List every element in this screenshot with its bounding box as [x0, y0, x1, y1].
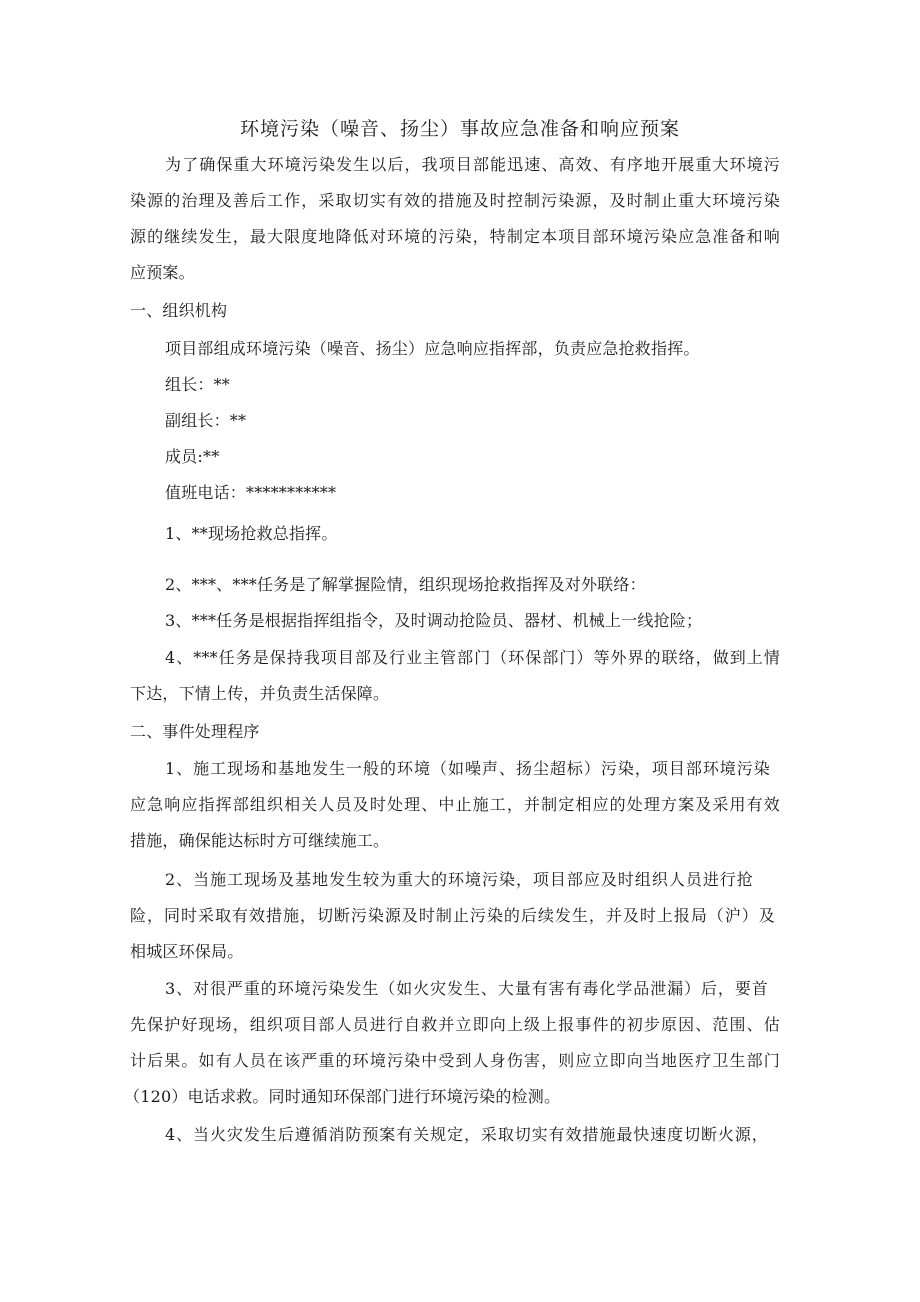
intro-line-1: 为了确保重大环境污染发生以后，我项目部能迅速、高效、有序地开展重大环境污: [165, 155, 780, 174]
intro-line-3: 源的继续发生，最大限度地降低对环境的污染，特制定本项目部环境污染应急准备和响: [130, 227, 780, 246]
deputy-leader-line: 副组长：**: [165, 411, 247, 430]
section2-p3-line-4: （120）电话求救。同时通知环保部门进行环境污染的检测。: [124, 1087, 561, 1106]
section1-item-3: 3、***任务是根据指挥组指令，及时调动抢险员、器材、机械上一线抢险；: [165, 611, 703, 630]
section2-p4-line-1: 4、当火灾发生后遵循消防预案有关规定，采取切实有效措施最快速度切断火源，: [165, 1125, 768, 1144]
section2-p3-line-1: 3、对很严重的环境污染发生（如火灾发生、大量有害有毒化学品泄漏）后，要首: [165, 979, 768, 998]
section1-heading: 一、组织机构: [130, 301, 228, 320]
section1-item-1: 1、**现场抢救总指挥。: [165, 524, 338, 543]
members-line: 成员:**: [165, 447, 220, 466]
leader-line: 组长：**: [165, 375, 231, 394]
section2-p1-line-3: 措施，确保能达标时方可继续施工。: [130, 831, 390, 850]
section1-item-2: 2、***、***任务是了解掌握险情，组织现场抢救指挥及对外联络：: [165, 575, 646, 594]
section2-p1-line-2: 应急响应指挥部组织相关人员及时处理、中止施工，并制定相应的处理方案及采用有效: [130, 795, 780, 814]
section1-item-4-line-2: 下达，下情上传，并负责生活保障。: [130, 684, 390, 703]
duty-phone-line: 值班电话：***********: [165, 483, 337, 502]
section2-p2-line-1: 2、当施工现场及基地发生较为重大的环境污染，项目部应及时组织人员进行抢: [165, 870, 753, 889]
intro-line-4: 应预案。: [130, 263, 195, 282]
section1-item-4-line-1: 4、***任务是保持我项目部及行业主管部门（环保部门）等外界的联络，做到上情: [165, 648, 780, 667]
section2-p2-line-2: 险，同时采取有效措施，切断污染源及时制止污染的后续发生，并及时上报局（沪）及: [130, 906, 775, 925]
section2-p2-line-3: 相城区环保局。: [130, 942, 244, 961]
section1-paragraph: 项目部组成环境污染（噪音、扬尘）应急响应指挥部，负责应急抢救指挥。: [165, 339, 700, 358]
section2-p3-line-2: 先保护好现场，组织项目部人员进行自救并立即向上级上报事件的初步原因、范围、估: [130, 1015, 780, 1034]
intro-line-2: 染源的治理及善后工作，采取切实有效的措施及时控制污染源，及时制止重大环境污染: [130, 191, 780, 210]
section2-p3-line-3: 计后果。如有人员在该严重的环境污染中受到人身伤害，则应立即向当地医疗卫生部门: [130, 1051, 780, 1070]
section2-p1-line-1: 1、施工现场和基地发生一般的环境（如噪声、扬尘超标）污染，项目部环境污染: [165, 759, 770, 778]
section2-heading: 二、事件处理程序: [130, 722, 260, 741]
document-title: 环境污染（噪音、扬尘）事故应急准备和响应预案: [239, 118, 680, 140]
